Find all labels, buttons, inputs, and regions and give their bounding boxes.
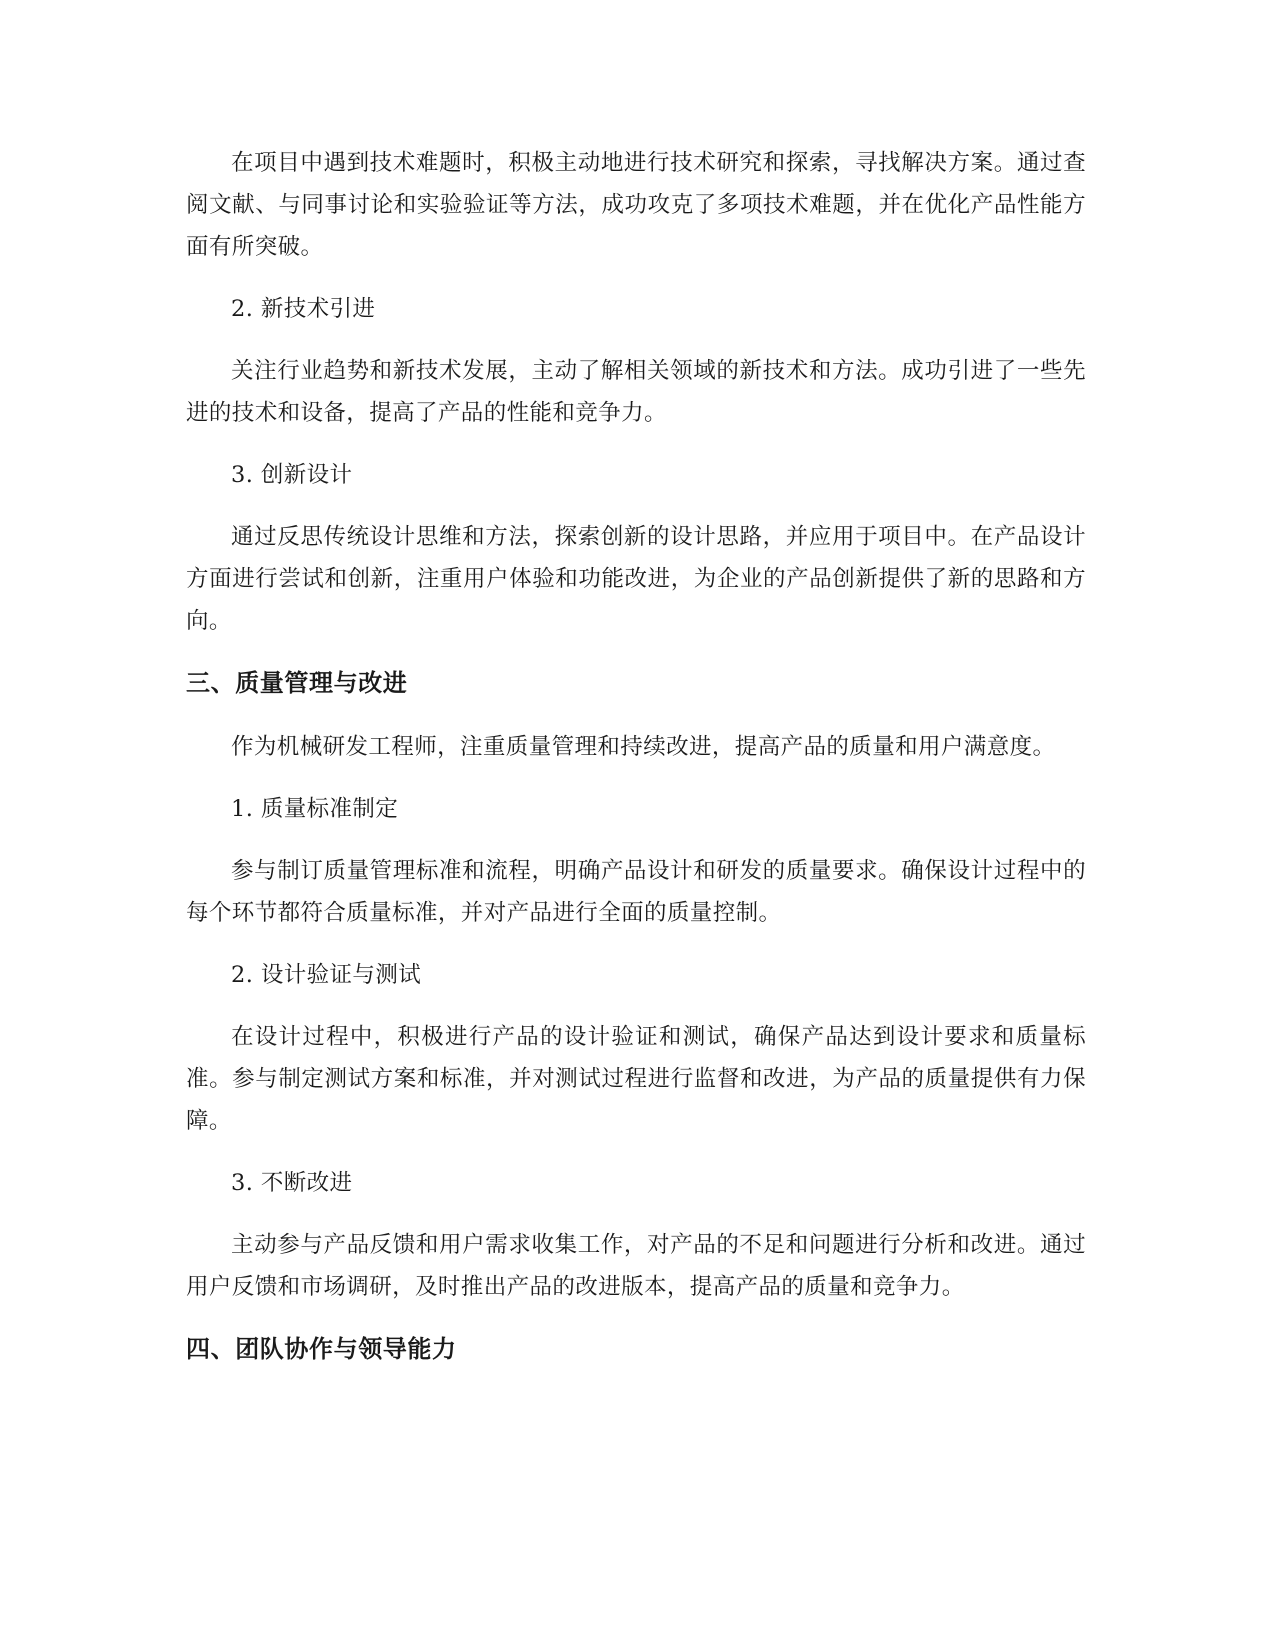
paragraph-design-verification: 在设计过程中，积极进行产品的设计验证和测试，确保产品达到设计要求和质量标准。参与制定测试方案和标准，并对测试过程进行监督和改进，为产品的质量提供有力保障。 bbox=[186, 1024, 1086, 1134]
paragraph-quality-intro: 作为机械研发工程师，注重质量管理和持续改进，提高产品的质量和用户满意度。 bbox=[231, 734, 1056, 760]
paragraph-new-tech: 关注行业趋势和新技术发展，主动了解相关领域的新技术和方法。成功引进了一些先进的技术和设备，提高了产品的性能和竞争力。 bbox=[186, 358, 1086, 426]
paragraph-quality-standards: 参与制订质量管理标准和流程，明确产品设计和研发的质量要求。确保设计过程中的每个环节都符合质量标准，并对产品进行全面的质量控制。 bbox=[186, 858, 1086, 926]
paragraph-tech-research: 在项目中遇到技术难题时，积极主动地进行技术研究和探索，寻找解决方案。通过查阅文献、与同事讨论和实验验证等方法，成功攻克了多项技术难题，并在优化产品性能方面有所突破。 bbox=[186, 150, 1086, 260]
paragraph-continuous-improvement: 主动参与产品反馈和用户需求收集工作，对产品的不足和问题进行分析和改进。通过用户反馈和市场调研，及时推出产品的改进版本，提高产品的质量和竞争力。 bbox=[186, 1232, 1086, 1300]
item-quality-standards: 1. 质量标准制定 bbox=[231, 796, 399, 822]
paragraph-innovative-design: 通过反思传统设计思维和方法，探索创新的设计思路，并应用于项目中。在产品设计方面进行尝试和创新，注重用户体验和功能改进，为企业的产品创新提供了新的思路和方向。 bbox=[186, 524, 1086, 634]
item-innovative-design: 3. 创新设计 bbox=[231, 462, 353, 488]
item-new-tech-intro: 2. 新技术引进 bbox=[231, 296, 376, 322]
document-page bbox=[186, 142, 1086, 1392]
item-continuous-improvement: 3. 不断改进 bbox=[231, 1170, 353, 1196]
section-heading-quality: 三、质量管理与改进 bbox=[186, 669, 408, 697]
item-design-verification: 2. 设计验证与测试 bbox=[231, 962, 422, 988]
section-heading-teamwork: 四、团队协作与领导能力 bbox=[186, 1335, 457, 1363]
